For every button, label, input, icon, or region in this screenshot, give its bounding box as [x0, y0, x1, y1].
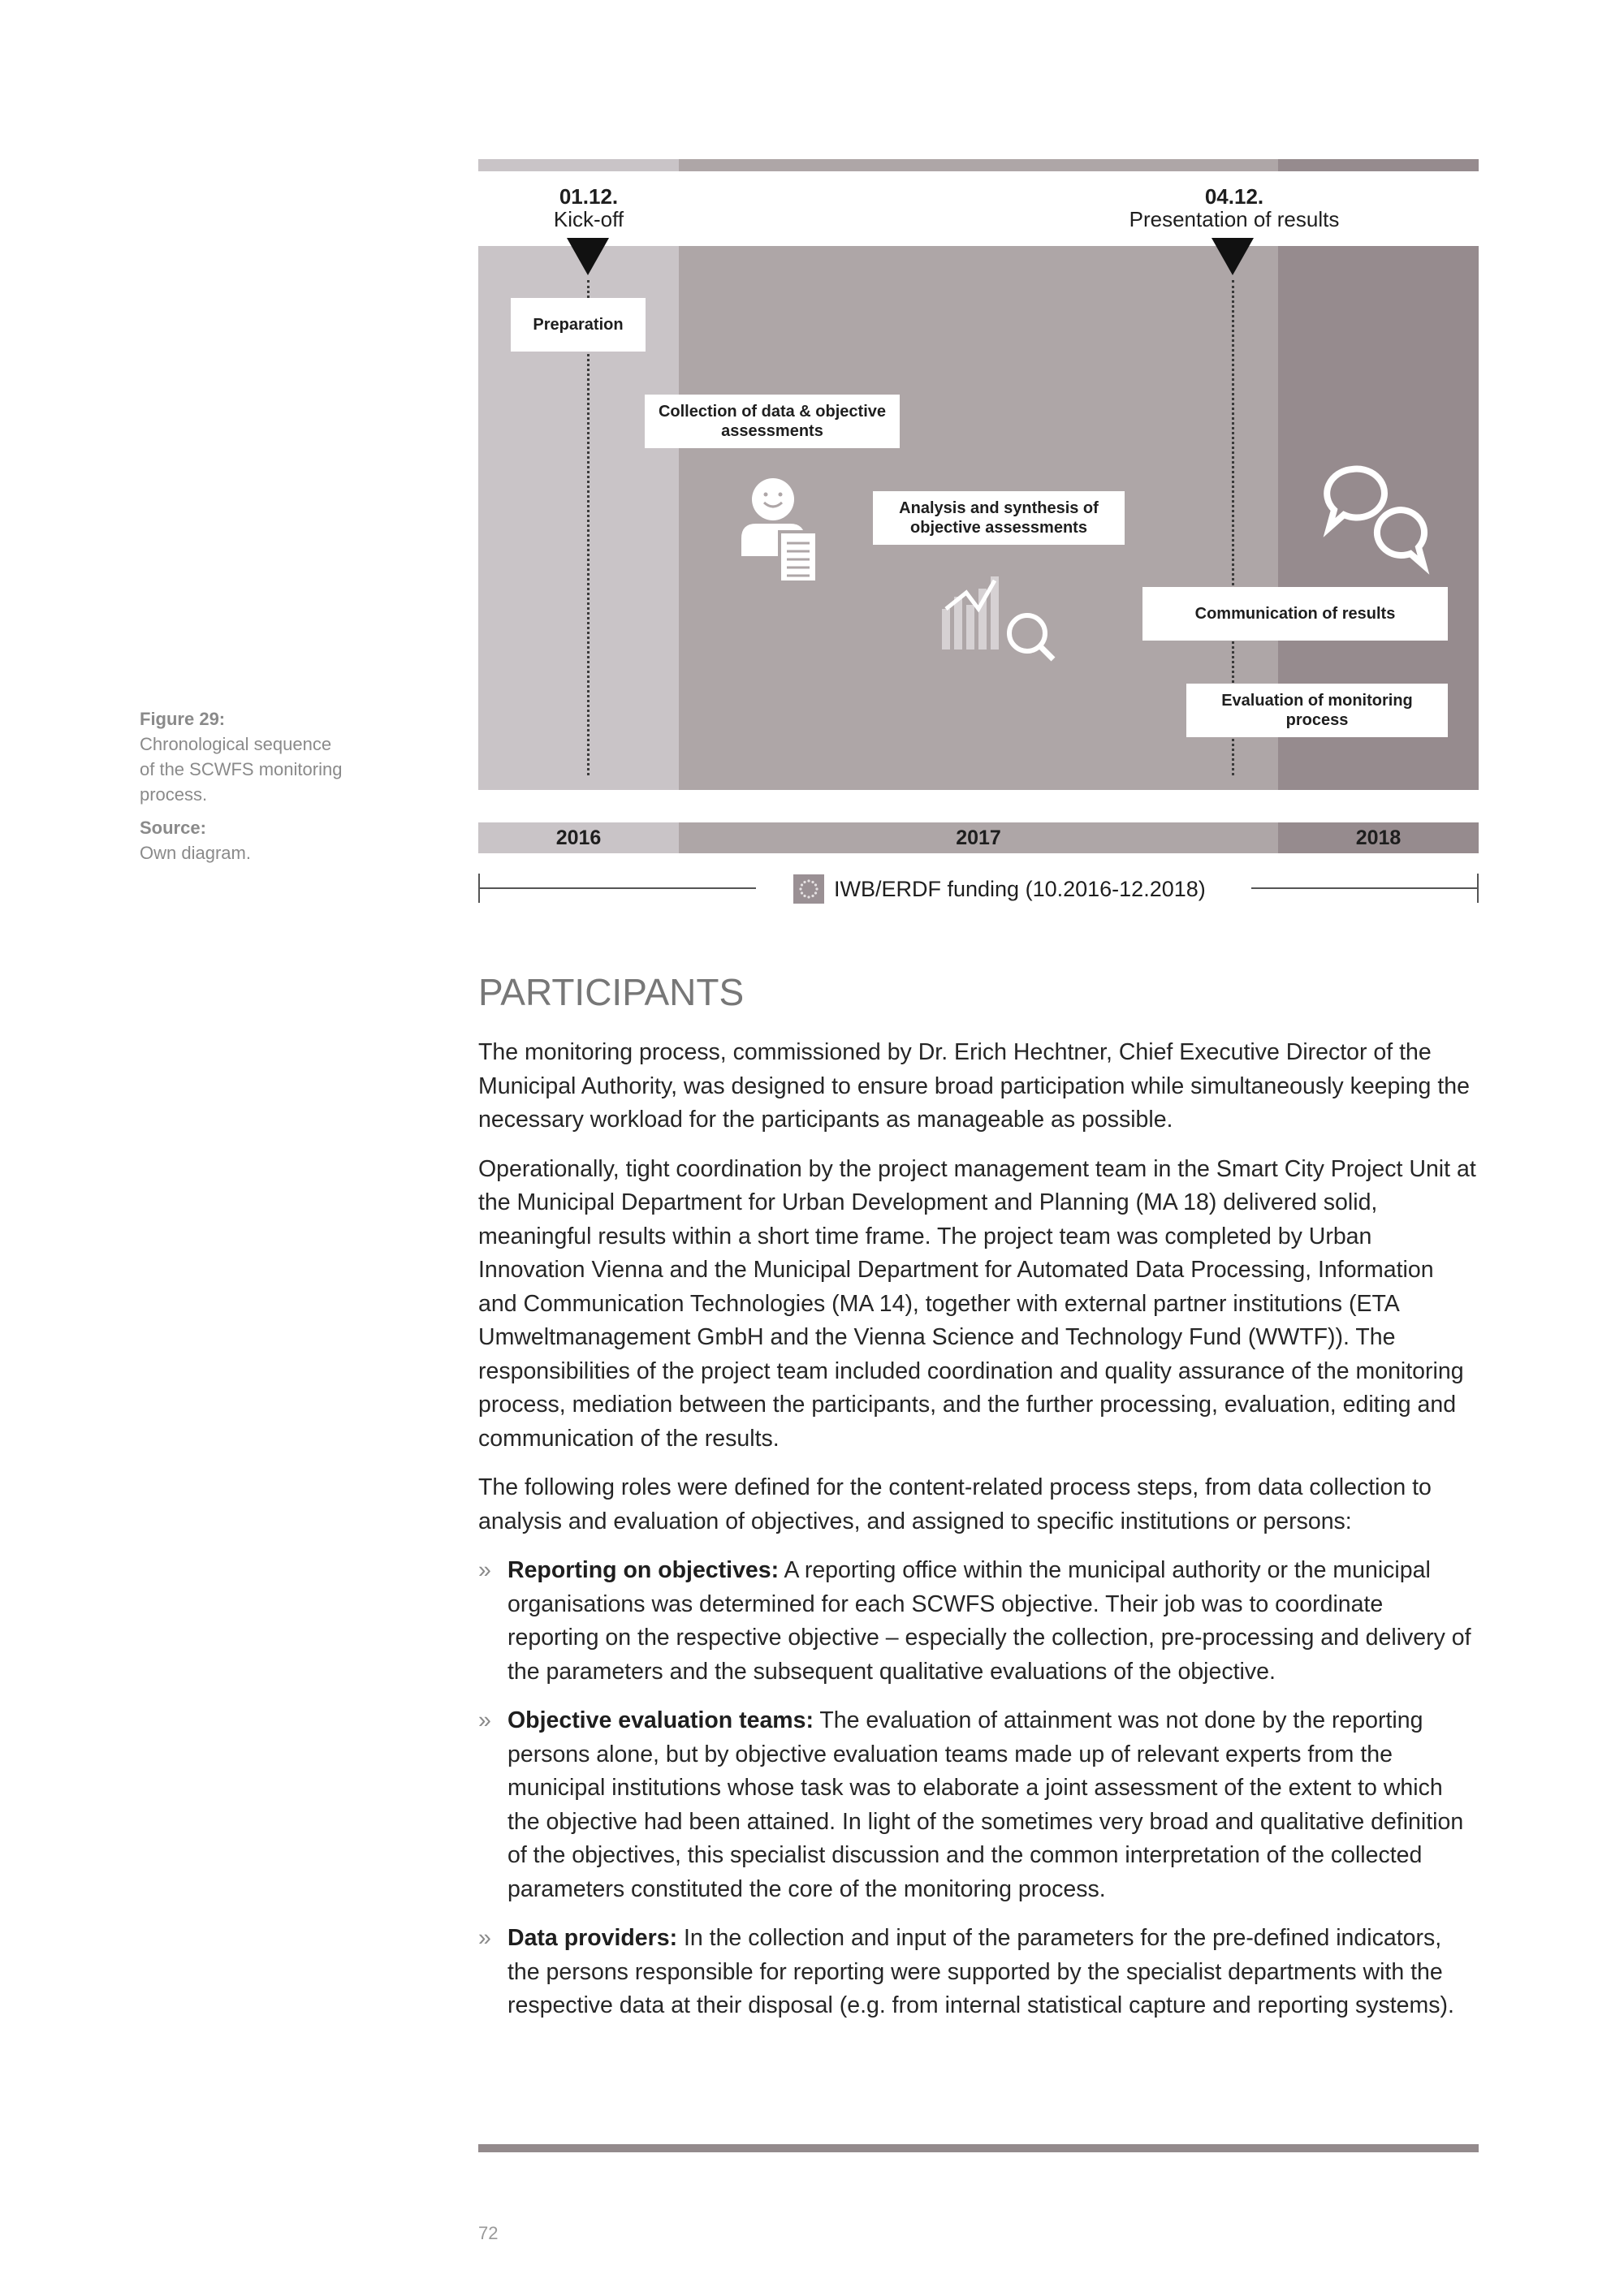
funding-line-left	[478, 887, 756, 889]
footer-rule	[478, 2144, 1479, 2152]
figure-label: Figure 29:	[140, 709, 226, 729]
source-label: Source:	[140, 818, 206, 838]
milestone-presentation	[1112, 185, 1356, 231]
section-body	[478, 1036, 1479, 2039]
milestone-date: 01.12.	[559, 184, 619, 209]
step-analysis: Analysis and synthesis of objective assessments	[873, 491, 1125, 545]
kickoff-marker-icon	[567, 238, 609, 275]
section-heading: PARTICIPANTS	[478, 971, 745, 1013]
presentation-marker-icon	[1212, 238, 1254, 275]
bullet-item	[478, 1554, 1479, 1689]
year-2018: 2018	[1278, 822, 1479, 853]
bullet-marker-icon: »	[478, 1925, 491, 1951]
figure-caption	[140, 706, 343, 874]
bullet-marker-icon: »	[478, 1707, 491, 1733]
chart-magnifier-icon	[938, 560, 1060, 674]
bullet-text: The evaluation of attainment was not done by the reporting persons alone, but by objective evaluation teams made up of relevant experts from the municipal institutions whose task was to elaborate a joint assessment of the extent to which the objective had been attained. In light of the sometimes very broad and qualitative definition of the objectives, this specialist discussion and the common interpretation of the collected parameters constituted the core of the monitoring process.	[508, 1707, 1464, 1902]
bullet-term: Data providers:	[508, 1925, 678, 1951]
milestone-date: 04.12.	[1204, 184, 1264, 209]
step-communication: Communication of results	[1142, 587, 1448, 641]
funding-text: IWB/ERDF funding (10.2016-12.2018)	[834, 876, 1206, 901]
bullet-item	[478, 1704, 1479, 1906]
source-text: Own diagram.	[140, 843, 251, 863]
speech-bubbles-icon	[1320, 463, 1441, 576]
year-2016: 2016	[478, 822, 679, 853]
kickoff-dotted-line	[587, 280, 590, 775]
page-number: 72	[478, 2223, 499, 2243]
person-document-icon	[735, 475, 824, 589]
milestone-label: Presentation of results	[1129, 207, 1340, 231]
top-bar-2016	[478, 159, 679, 171]
top-bar-2017	[679, 159, 1278, 171]
paragraph: The monitoring process, commissioned by Dr. Erich Hechtner, Chief Executive Director of the Municipal Authority, was designed to ensure broad participation while simultaneously keeping the necessary workload for the participants as manageable as possible.	[478, 1039, 1470, 1133]
figure-caption-text: Chronological sequence of the SCWFS monitoring process.	[140, 734, 343, 805]
bullet-text: A reporting office within the municipal authority or the municipal organisations was determined for each SCWFS objective. Their job was to coordinate reporting on the respective objective – especially the collection, pre-processing and delivery of the parameters and the subsequent qualitative evaluations of the objective.	[508, 1557, 1471, 1685]
bullet-term: Reporting on objectives:	[508, 1557, 780, 1583]
milestone-label: Kick-off	[553, 207, 624, 231]
eu-flag-icon	[793, 874, 824, 904]
bullet-marker-icon: »	[478, 1557, 491, 1583]
bullet-term: Objective evaluation teams:	[508, 1707, 814, 1733]
step-collection: Collection of data & objective assessments	[645, 395, 900, 448]
paragraph: The following roles were defined for the content-related process steps, from data collection to analysis and evaluation of objectives, and assigned to specific institutions or persons:	[478, 1474, 1432, 1534]
funding-label	[793, 874, 1206, 904]
year-2017: 2017	[679, 822, 1278, 853]
step-evaluation: Evaluation of monitoring process	[1186, 684, 1448, 737]
bullet-text: In the collection and input of the parameters for the pre-defined indicators, the persons responsible for reporting were supported by the specialist departments with the respective data at their disposal (e.g. from internal statistical capture and reporting systems).	[508, 1925, 1454, 2018]
paragraph: Operationally, tight coordination by the project management team in the Smart City Project Unit at the Municipal Department for Urban Development and Planning (MA 18) delivered solid, meaningful results within a short time frame. The project team was completed by Urban Innovation Vienna and the Municipal Department for Automated Data Processing, Information and Communication Technologies (MA 14), together with external partner institutions (ETA Umweltmanagement GmbH and the Vienna Science and Technology Fund (WWTF)). The responsibilities of the project team included coordination and quality assurance of the monitoring process, mediation between the participants, and the further processing, evaluation, editing and communication of the results.	[478, 1155, 1476, 1452]
funding-line-right	[1251, 887, 1479, 889]
step-preparation: Preparation	[511, 298, 646, 352]
funding-end-tick	[1477, 874, 1479, 903]
milestone-kickoff	[503, 185, 674, 231]
top-bar-2018	[1278, 159, 1479, 171]
bullet-item	[478, 1922, 1479, 2023]
